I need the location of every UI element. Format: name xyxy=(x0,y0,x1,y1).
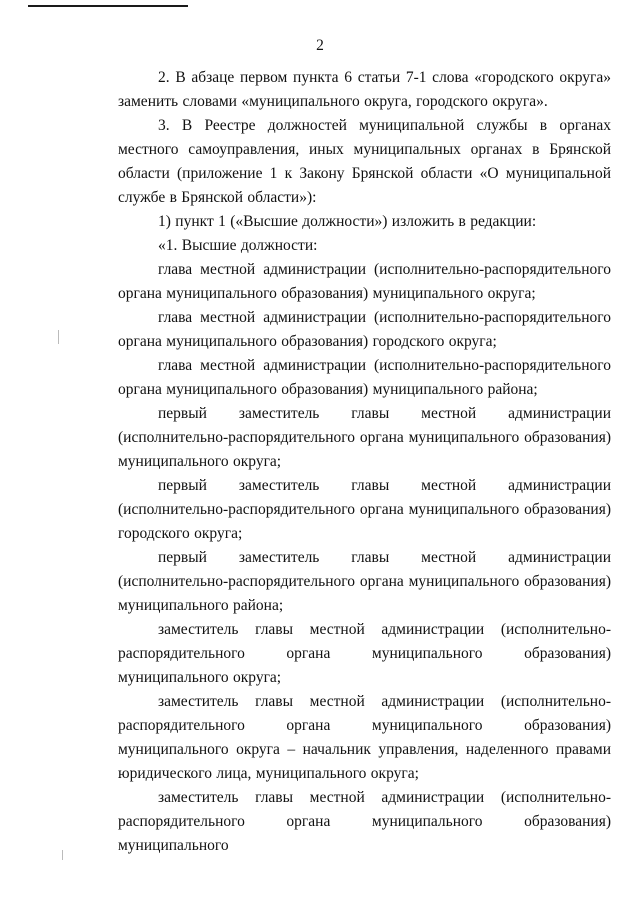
paragraph: заместитель главы местной администрации (исполнительно-распорядительного органа муниципального образования) муниципального округа – начальник управления, наделенного правами юридического лица, муниципального округа; xyxy=(118,693,611,782)
paragraph: первый заместитель главы местной администрации (исполнительно-распорядительного органа муниципального образования) муниципального округа; xyxy=(118,405,611,470)
paragraph: первый заместитель главы местной администрации (исполнительно-распорядительного органа муниципального образования) городского округа; xyxy=(118,477,611,542)
scan-mark xyxy=(58,330,59,344)
paragraph: глава местной администрации (исполнительно-распорядительного органа муниципального образования) муниципального округа; xyxy=(118,261,611,302)
document-body xyxy=(118,66,611,858)
top-rule xyxy=(28,5,188,7)
paragraph: заместитель главы местной администрации (исполнительно-распорядительного органа муниципального образования) муниципального округа; xyxy=(118,621,611,686)
paragraph: глава местной администрации (исполнительно-распорядительного органа муниципального образования) муниципального района; xyxy=(118,357,611,398)
paragraph: «1. Высшие должности: xyxy=(158,237,318,254)
page-number: 2 xyxy=(316,37,324,54)
paragraph: глава местной администрации (исполнительно-распорядительного органа муниципального образования) городского округа; xyxy=(118,309,611,350)
scan-mark xyxy=(62,850,63,860)
paragraph: 3. В Реестре должностей муниципальной службы в органах местного самоуправления, иных муниципальных органах в Брянской области (приложение 1 к Закону Брянской области «О муниципальной службе в Брянской области»): xyxy=(118,117,611,206)
paragraph: заместитель главы местной администрации (исполнительно-распорядительного органа муниципального образования) муниципального xyxy=(118,789,611,854)
paragraph: 1) пункт 1 («Высшие должности») изложить в редакции: xyxy=(158,213,537,230)
paragraph: первый заместитель главы местной администрации (исполнительно-распорядительного органа муниципального образования) муниципального района; xyxy=(118,549,611,614)
paragraph: 2. В абзаце первом пункта 6 статьи 7-1 слова «городского округа» заменить словами «муниципального округа, городского округа». xyxy=(118,69,611,110)
